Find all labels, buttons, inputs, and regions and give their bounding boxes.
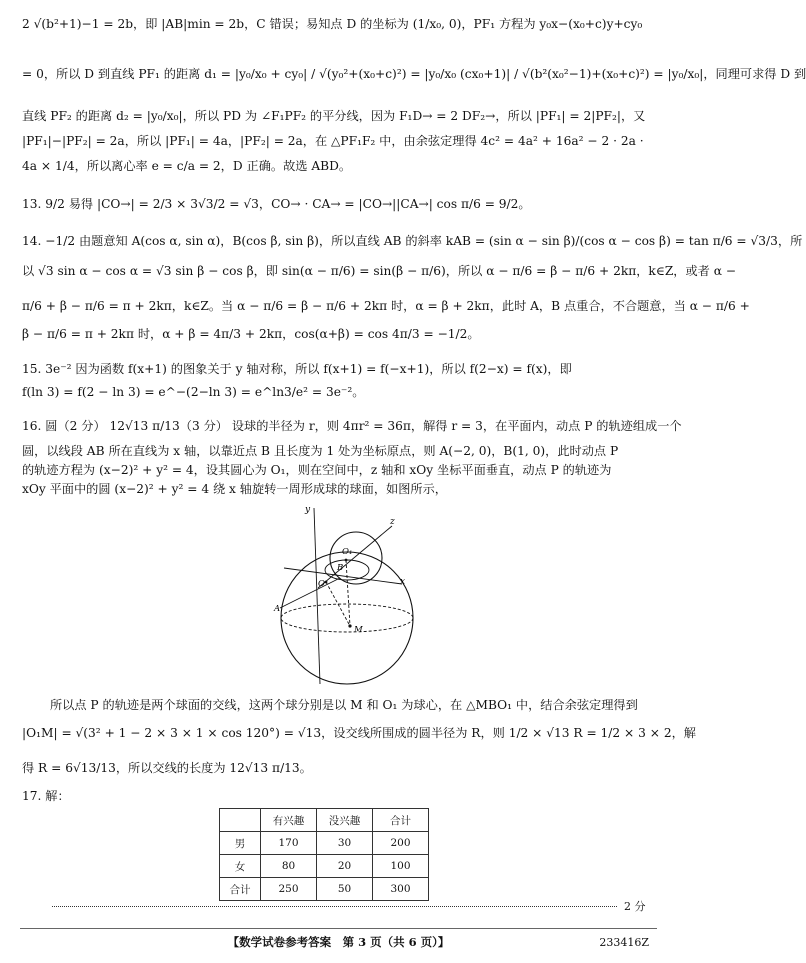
label-y: y [305,505,311,515]
page-footer: 【数学试卷参考答案 第 3 页（共 6 页）】 [227,935,450,949]
y-axis [314,508,320,684]
answer-16-line-2: 圆，以线段 AB 所在直线为 x 轴，以靠近点 B 且长度为 1 处为坐标原点，则 A(−2, 0)，B(1, 0)，此时动点 P [22,444,619,458]
answer-15-line-1: 15. 3e⁻² 因为函数 f(x+1) 的图象关于 y 轴对称，所以 f(x+1) = f(−x+1)，所以 f(2−x) = f(x)，即 [22,362,572,376]
point-o [325,581,328,584]
table-cell: 200 [373,832,429,855]
table-row [220,855,429,878]
contingency-table [219,808,429,901]
score-note: 2 分 [624,900,646,913]
label-b: B [337,563,344,573]
text-line-2: = 0，所以 D 到直线 PF₁ 的距离 d₁ = |y₀/x₀ + cy₀| / √(y₀²+(x₀+c)²) = |y₀/x₀ (cx₀+1)| / √(b²(x₀²−1)+(x₀+c)²) = |y₀/x₀|，同理可求得 D 到 [22,67,806,81]
table-cell: 女 [220,855,261,878]
table-cell: 合计 [220,878,261,901]
table-cell: 30 [317,832,373,855]
document-code: 233416Z [599,936,649,949]
table-cell: 250 [261,878,317,901]
segment-a [280,578,340,608]
answer-16-line-5: 所以点 P 的轨迹是两个球面的交线，这两个球分别是以 M 和 O₁ 为球心，在 △MBO₁ 中，结合余弦定理得到 [50,698,638,712]
table-row [220,832,429,855]
table-cell: 没兴趣 [317,809,373,832]
table-row [220,809,429,832]
point-o1 [345,559,348,562]
z-axis [318,526,392,588]
table-cell: 有兴趣 [261,809,317,832]
label-a: A [274,604,281,614]
answer-16-line-3: 的轨迹方程为 (x−2)² + y² = 4，设其圆心为 O₁，则在空间中，z 轴和 xOy 坐标平面垂直，动点 P 的轨迹为 [22,463,612,477]
answer-14-line-1: 14. −1/2 由题意知 A(cos α, sin α)，B(cos β, sin β)，所以直线 AB 的斜率 kAB = (sin α − sin β)/(cos α − cos β) = tan π/6 = √3/3，所 [22,234,803,248]
label-o1: O₁ [342,547,353,557]
table-row [220,878,429,901]
table-cell: 170 [261,832,317,855]
answer-14-line-2: 以 √3 sin α − cos α = √3 sin β − cos β，即 sin(α − π/6) = sin(β − π/6)，所以 α − π/6 = β − π/6 + 2kπ，k∈Z，或者 α − [22,264,737,278]
point-m [348,624,351,627]
sphere-diagram [270,498,430,684]
text-line-1: 2 √(b²+1)−1 = 2b，即 |AB|min = 2b，C 错误；易知点 D 的坐标为 (1/x₀, 0)，PF₁ 方程为 y₀x−(x₀+c)y+cy₀ [22,17,643,31]
table-cell: 80 [261,855,317,878]
answer-14-line-3: π/6 + β − π/6 = π + 2kπ，k∈Z。当 α − π/6 = β − π/6 + 2kπ 时，α = β + 2kπ，此时 A，B 点重合，不合题意，当 α − π/6 + [22,299,750,313]
answer-14-line-4: β − π/6 = π + 2kπ 时，α + β = 4π/3 + 2kπ，cos(α+β) = cos 4π/3 = −1/2。 [22,327,480,341]
table-cell: 合计 [373,809,429,832]
answer-15-line-2: f(ln 3) = f(2 − ln 3) = e^−(2−ln 3) = e^ln3/e² = 3e⁻²。 [22,385,365,399]
answer-16-line-1: 16. 圆（2 分） 12√13 π/13（3 分） 设球的半径为 r，则 4πr² = 36π，解得 r = 3，在平面内，动点 P 的轨迹组成一个 [22,419,682,433]
table-cell: 50 [317,878,373,901]
label-x: x [400,577,406,587]
segment-o1m [346,560,350,626]
text-line-5: 4a × 1/4，所以离心率 e = c/a = 2，D 正确。故选 ABD。 [22,159,352,173]
text-line-4: |PF₁|−|PF₂| = 2a，所以 |PF₁| = 4a，|PF₂| = 2a，在 △PF₁F₂ 中，由余弦定理得 4c² = 4a² + 16a² − 2 · 2a · [22,134,644,148]
large-sphere-equator [281,604,413,632]
table-cell [220,809,261,832]
answer-16-line-4: xOy 平面中的圆 (x−2)² + y² = 4 绕 x 轴旋转一周形成球的球面，如图所示， [22,482,447,496]
dotted-leader [52,906,617,907]
answer-17-heading: 17. 解： [22,789,70,803]
label-m: M [354,625,363,635]
label-z: z [390,517,395,527]
table-cell: 100 [373,855,429,878]
footer-rule [20,928,657,929]
table-cell: 20 [317,855,373,878]
table-cell: 男 [220,832,261,855]
answer-16-line-6: |O₁M| = √(3² + 1 − 2 × 3 × 1 × cos 120°) = √13，设交线所围成的圆半径为 R，则 1/2 × √13 R = 1/2 × 3 × 2，解 [22,726,696,740]
answer-13: 13. 9/2 易得 |CO→| = 2/3 × 3√3/2 = √3，CO→ · CA→ = |CO→||CA→| cos π/6 = 9/2。 [22,197,531,211]
table-cell: 300 [373,878,429,901]
segment-om [326,582,350,626]
label-o: O [318,579,325,589]
text-line-3: 直线 PF₂ 的距离 d₂ = |y₀/x₀|，所以 PD 为 ∠F₁PF₂ 的平分线，因为 F₁D→ = 2 DF₂→，所以 |PF₁| = 2|PF₂|，又 [22,109,646,123]
answer-16-line-7: 得 R = 6√13/13，所以交线的长度为 12√13 π/13。 [22,761,312,775]
